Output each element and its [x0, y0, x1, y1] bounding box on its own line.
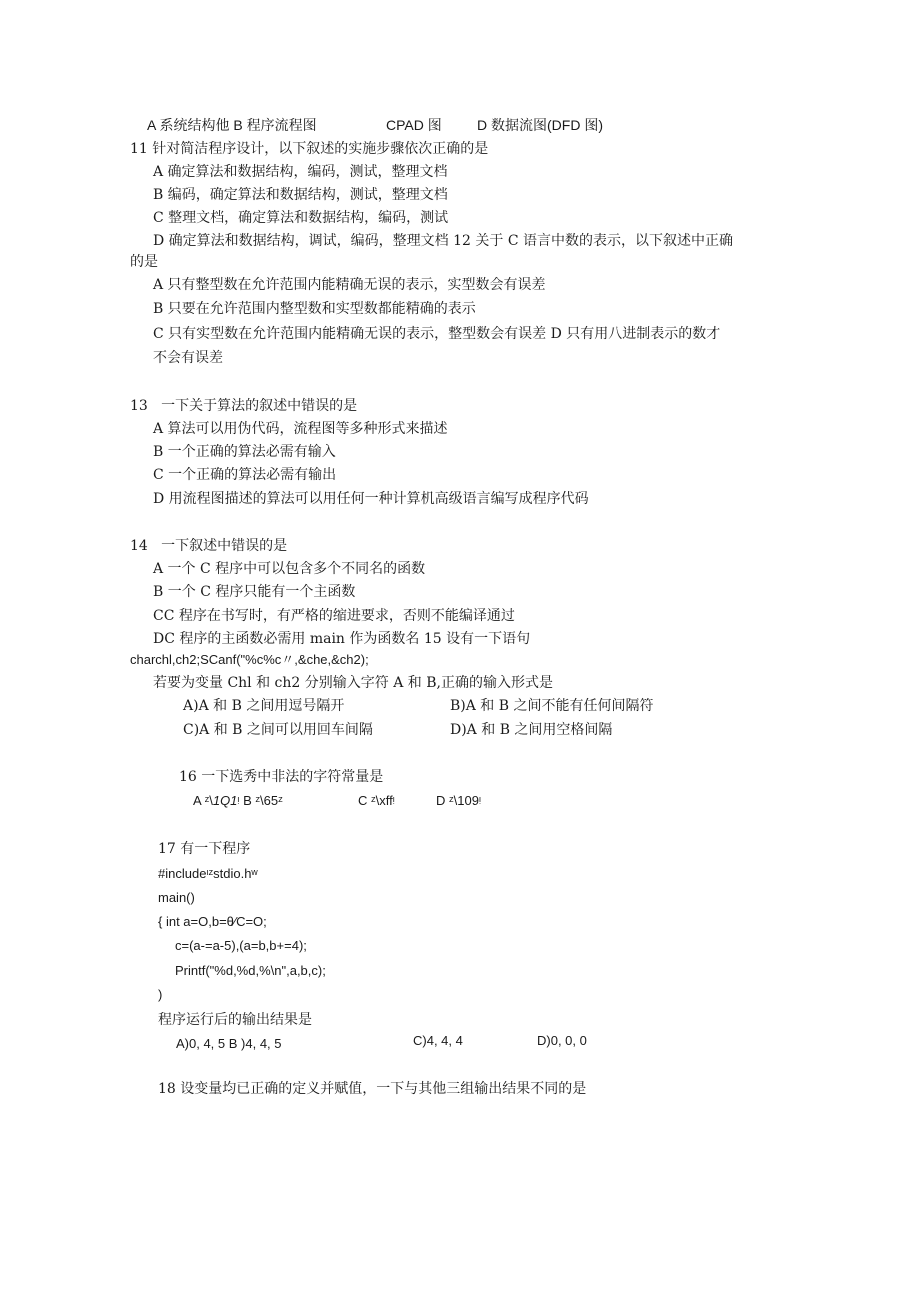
- q17-result-stem: 程序运行后的输出结果是: [158, 1012, 312, 1028]
- q13-option-c: C 一个正确的算法必需有输出: [153, 467, 337, 483]
- q12-option-c-line2: 不会有误差: [153, 350, 223, 366]
- q15-option-b: B)A 和 B 之间不能有任何间隔符: [450, 698, 654, 714]
- q16-option-ab: [193, 791, 283, 811]
- q15-stem: 若要为变量 Chl 和 ch2 分别输入字符 A 和 B,正确的输入形式是: [153, 675, 553, 691]
- q17-code-line-5: Printf("%d,%d,%\n",a,b,c);: [175, 963, 326, 978]
- q16-option-a-italic: 1Q1: [212, 793, 238, 808]
- q14-stem: 14 一下叙述中错误的是: [130, 538, 288, 554]
- q12-option-a: A 只有整型数在允许范围内能精确无误的表示，实型数会有误差: [153, 277, 546, 293]
- q15-option-a: A)A 和 B 之间用逗号隔开: [183, 698, 345, 714]
- q13-stem: 13 一下关于算法的叙述中错误的是: [130, 398, 358, 414]
- q14-option-a: A 一个 C 程序中可以包含多个不同名的函数: [153, 561, 426, 577]
- q10-option-c: CPAD 图: [386, 117, 442, 133]
- q11-option-d-line1: D 确定算法和数据结构，调试，编码，整理文档 12 关于 C 语言中数的表示，以下叙述中正确: [153, 233, 733, 249]
- q15-code: charchl,ch2;SCanf("%c%c〃,&che,&ch2);: [130, 652, 369, 667]
- q17-stem: 17 有一下程序: [158, 841, 251, 857]
- q10-option-d: D 数据流图(DFD 图): [477, 117, 603, 133]
- q13-option-b: B 一个正确的算法必需有输入: [153, 444, 336, 460]
- q18-stem: 18 设变量均已正确的定义并赋值，一下与其他三组输出结果不同的是: [158, 1081, 587, 1097]
- q17-code-line-4: c=(a-=a-5),(a=b,b+=4);: [175, 938, 307, 953]
- q13-option-a: A 算法可以用伪代码，流程图等多种形式来描述: [153, 421, 448, 437]
- q11-option-c: C 整理文档，确定算法和数据结构，编码，测试: [153, 210, 449, 226]
- q17-code-line-3: { int a=O,b=θ⁄C=O;: [158, 914, 267, 929]
- q16-stem: 16 一下选秀中非法的字符常量是: [179, 769, 384, 785]
- q16-option-c: C ᶻ\xffᵎ: [358, 793, 395, 808]
- q16-option-ab-suffix: ᵎ B ᶻ\65ᶻ: [237, 793, 283, 808]
- q12-option-c-line1: C 只有实型数在允许范围内能精确无误的表示，整型数会有误差 D 只有用八进制表示的数才: [153, 326, 721, 342]
- q15-option-c: C)A 和 B 之间可以用回车间隔: [183, 722, 373, 738]
- q13-option-d: D 用流程图描述的算法可以用任何一种计算机高级语言编写成程序代码: [153, 491, 589, 507]
- q14-option-c: CC 程序在书写时，有严格的缩进要求，否则不能编译通过: [153, 608, 515, 624]
- q14-option-b: B 一个 C 程序只能有一个主函数: [153, 584, 356, 600]
- q10-option-ab: A 系统结构他 B 程序流程图: [147, 117, 317, 133]
- q11-option-b: B 编码，确定算法和数据结构，测试，整理文档: [153, 187, 448, 203]
- q17-option-c: C)4, 4, 4: [413, 1033, 463, 1048]
- q15-option-d: D)A 和 B 之间用空格间隔: [450, 722, 613, 738]
- q12-option-b: B 只要在允许范围内整型数和实型数都能精确的表示: [153, 301, 476, 317]
- q17-option-d: D)0, 0, 0: [537, 1033, 587, 1048]
- q11-stem: 11 针对简洁程序设计，以下叙述的实施步骤依次正确的是: [130, 141, 489, 157]
- q17-code-line-2: main(): [158, 890, 195, 905]
- q16-option-d: D ᶻ\109ᵎ: [436, 793, 482, 808]
- q17-option-ab: A)0, 4, 5 B )4, 4, 5: [176, 1036, 282, 1051]
- q14-option-d: DC 程序的主函数必需用 main 作为函数名 15 设有一下语句: [153, 631, 531, 647]
- q17-code-line-6: ): [158, 987, 163, 1002]
- q16-option-a-prefix: A ᶻ\: [193, 793, 213, 808]
- q17-code-line-1: #includeᶦᶻstdio.hʷ: [158, 866, 258, 881]
- q11-option-a: A 确定算法和数据结构，编码，测试，整理文档: [153, 164, 448, 180]
- q11-option-d-line2: 的是: [130, 254, 158, 270]
